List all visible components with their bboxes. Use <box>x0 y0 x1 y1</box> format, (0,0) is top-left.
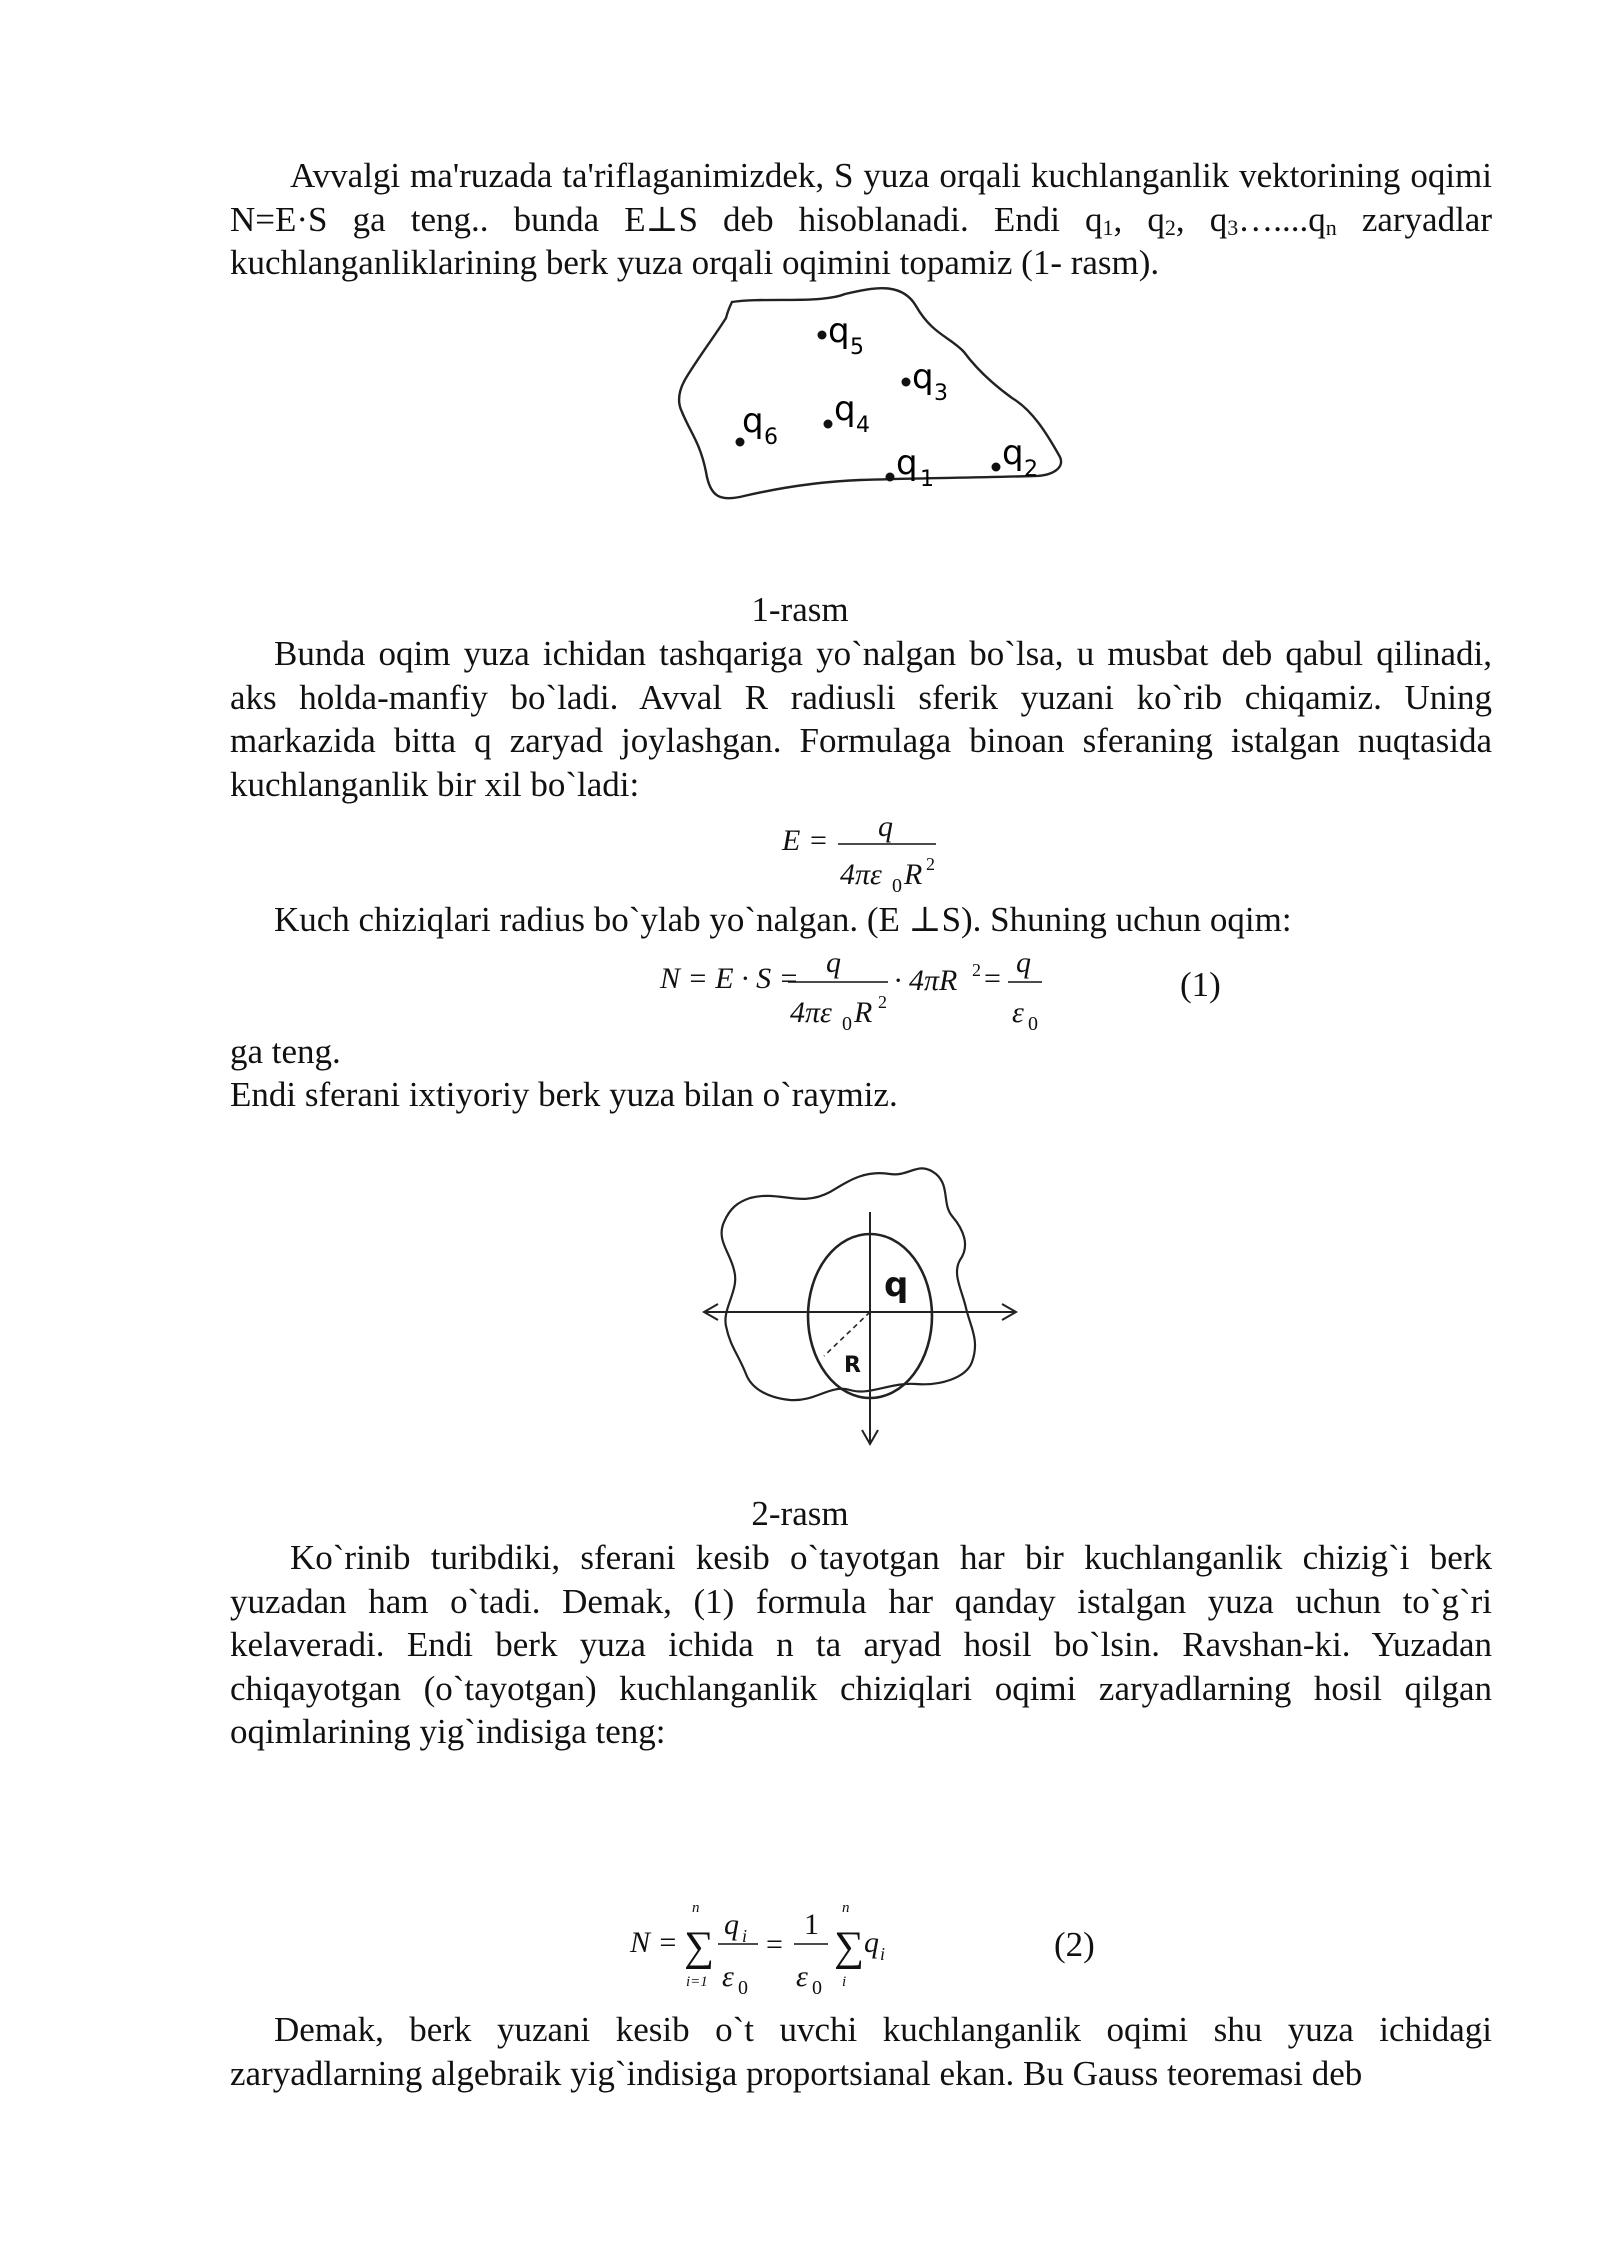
paragraph-field-lines: Kuch chiziqlari radius bo`ylab yo`nalgan. (E ⊥S). Shuning uchun oqim: <box>274 900 1292 939</box>
svg-text:q: q <box>1002 433 1024 473</box>
svg-text:n: n <box>692 1900 700 1916</box>
figure-2-sphere-in-surface <box>690 1150 1030 1450</box>
charge-q2 <box>992 433 1039 482</box>
svg-text:1: 1 <box>804 1908 819 1941</box>
svg-text:i: i <box>842 1974 847 1990</box>
radius-label: R <box>844 1353 861 1378</box>
svg-text:4πε: 4πε <box>840 858 882 891</box>
svg-text:i: i <box>742 1926 748 1946</box>
svg-text:3: 3 <box>934 381 948 406</box>
svg-text:· 4πR: · 4πR <box>894 964 958 997</box>
radius-line <box>824 1312 870 1356</box>
paragraph-superposition: Ko`rinib turibdiki, sferani kesib o`tayotgan har bir kuchlanganlik chizig`i berk yuzadan ham o`tadi. Demak, (1) formula har qanday istalgan yuza uchun to`g`ri kelaveradi. Endi berk yuza ichida n ta aryad hosil bo`lsin. Ravshan-ki. Yuzadan chiqayotgan (o`tayotgan) kuchlanganlik chiziqlari oqimi zaryadlarning hosil qilgan oqimlarining yig`indisiga teng: <box>230 1538 1492 1751</box>
svg-text:4: 4 <box>856 413 870 438</box>
paragraph-sign-convention: Bunda oqim yuza ichidan tashqariga yo`nalgan bo`lsa, u musbat deb qabul qilinadi, aks holda-manfiy bo`ladi. Avval R radiusli sferik yuzani ko`rib chiqamiz. Uning markazida bitta q zaryad joylashgan. Formulaga binoan sferaning istalgan nuqtasida kuchlanganlik bir xil bo`ladi: <box>230 634 1492 804</box>
svg-text:R: R <box>904 858 923 891</box>
svg-text:ε: ε <box>796 1960 808 1993</box>
equation-1-number: (1) <box>1180 965 1221 1004</box>
svg-text:q: q <box>912 357 934 397</box>
svg-text:4πε: 4πε <box>790 996 832 1029</box>
svg-text:∑: ∑ <box>834 1924 864 1970</box>
svg-text:q: q <box>878 810 893 843</box>
svg-text:ε: ε <box>1012 996 1024 1029</box>
charge-q1 <box>886 443 935 492</box>
svg-text:5: 5 <box>850 335 864 360</box>
svg-text:q: q <box>896 443 918 483</box>
svg-text:q: q <box>826 946 841 979</box>
paragraph-ga-teng: ga teng. <box>230 1032 341 1071</box>
svg-text:E: E <box>782 824 801 857</box>
svg-text:2: 2 <box>926 854 935 874</box>
svg-text:2: 2 <box>878 992 887 1012</box>
svg-text:q: q <box>724 1908 739 1941</box>
equation-2-number: (2) <box>1054 1925 1095 1964</box>
charge-q3 <box>902 357 949 406</box>
charge-q5 <box>818 311 865 360</box>
svg-text:q: q <box>828 311 850 351</box>
figure-2-caption: 2-rasm <box>751 1494 849 1533</box>
svg-text:q: q <box>864 1926 879 1959</box>
paragraph-arbitrary-surface: Endi sferani ixtiyoriy berk yuza bilan o`raymiz. <box>230 1075 898 1114</box>
svg-text:0: 0 <box>842 1013 852 1030</box>
svg-text:2: 2 <box>1024 457 1038 482</box>
equation-1-flux <box>650 938 1270 1030</box>
svg-text:2: 2 <box>972 960 981 980</box>
svg-text:=: = <box>984 962 1001 995</box>
charge-q4 <box>824 389 871 438</box>
svg-text:q: q <box>1016 946 1031 979</box>
svg-text:1: 1 <box>920 467 934 492</box>
svg-text:i: i <box>880 1944 886 1964</box>
svg-text:0: 0 <box>1028 1013 1038 1030</box>
svg-text:0: 0 <box>892 875 902 894</box>
svg-text:ε: ε <box>722 1960 734 1993</box>
equation-field-strength <box>770 808 950 894</box>
charge-q6 <box>736 401 779 450</box>
svg-text:R: R <box>854 996 873 1029</box>
svg-text:0: 0 <box>738 1977 748 1999</box>
svg-text:=: = <box>810 824 827 857</box>
paragraph-gauss-theorem: Demak, berk yuzani kesib o`t uvchi kuchlanganlik oqimi shu yuza ichidagi zaryadlarning algebraik yig`indisiga proportsianal ekan. Bu Gauss teoremasi deb <box>230 2010 1492 2093</box>
svg-text:n: n <box>842 1900 850 1916</box>
svg-text:0: 0 <box>812 1977 822 1999</box>
svg-text:N =: N = <box>630 1926 678 1959</box>
svg-text:q: q <box>742 401 764 441</box>
paragraph-intro: Avvalgi ma'ruzada ta'riflaganimizdek, S yuza orqali kuchlanganlik vektorining oqimi N=E·S ga teng.. bunda E⊥S deb hisoblanadi. Endi $q_1$, $q_2$, $q_3\dots....q_n$ zaryadlar kuchlanganliklarining berk yuza orqali oqimini topamiz (1- rasm). <box>230 156 1492 282</box>
svg-text:i=1: i=1 <box>686 1974 708 1990</box>
svg-text:6: 6 <box>764 425 778 450</box>
svg-text:∑: ∑ <box>684 1924 714 1970</box>
svg-text:N = E · S =: N = E · S = <box>660 962 799 995</box>
charge-q-label: q <box>884 1265 909 1305</box>
svg-text:q: q <box>834 389 856 429</box>
equation-2-gauss <box>620 1900 1240 2000</box>
svg-text:=: = <box>766 1928 783 1961</box>
figure-1-caption: 1-rasm <box>751 590 849 629</box>
figure-1-closed-surface <box>670 282 1090 522</box>
